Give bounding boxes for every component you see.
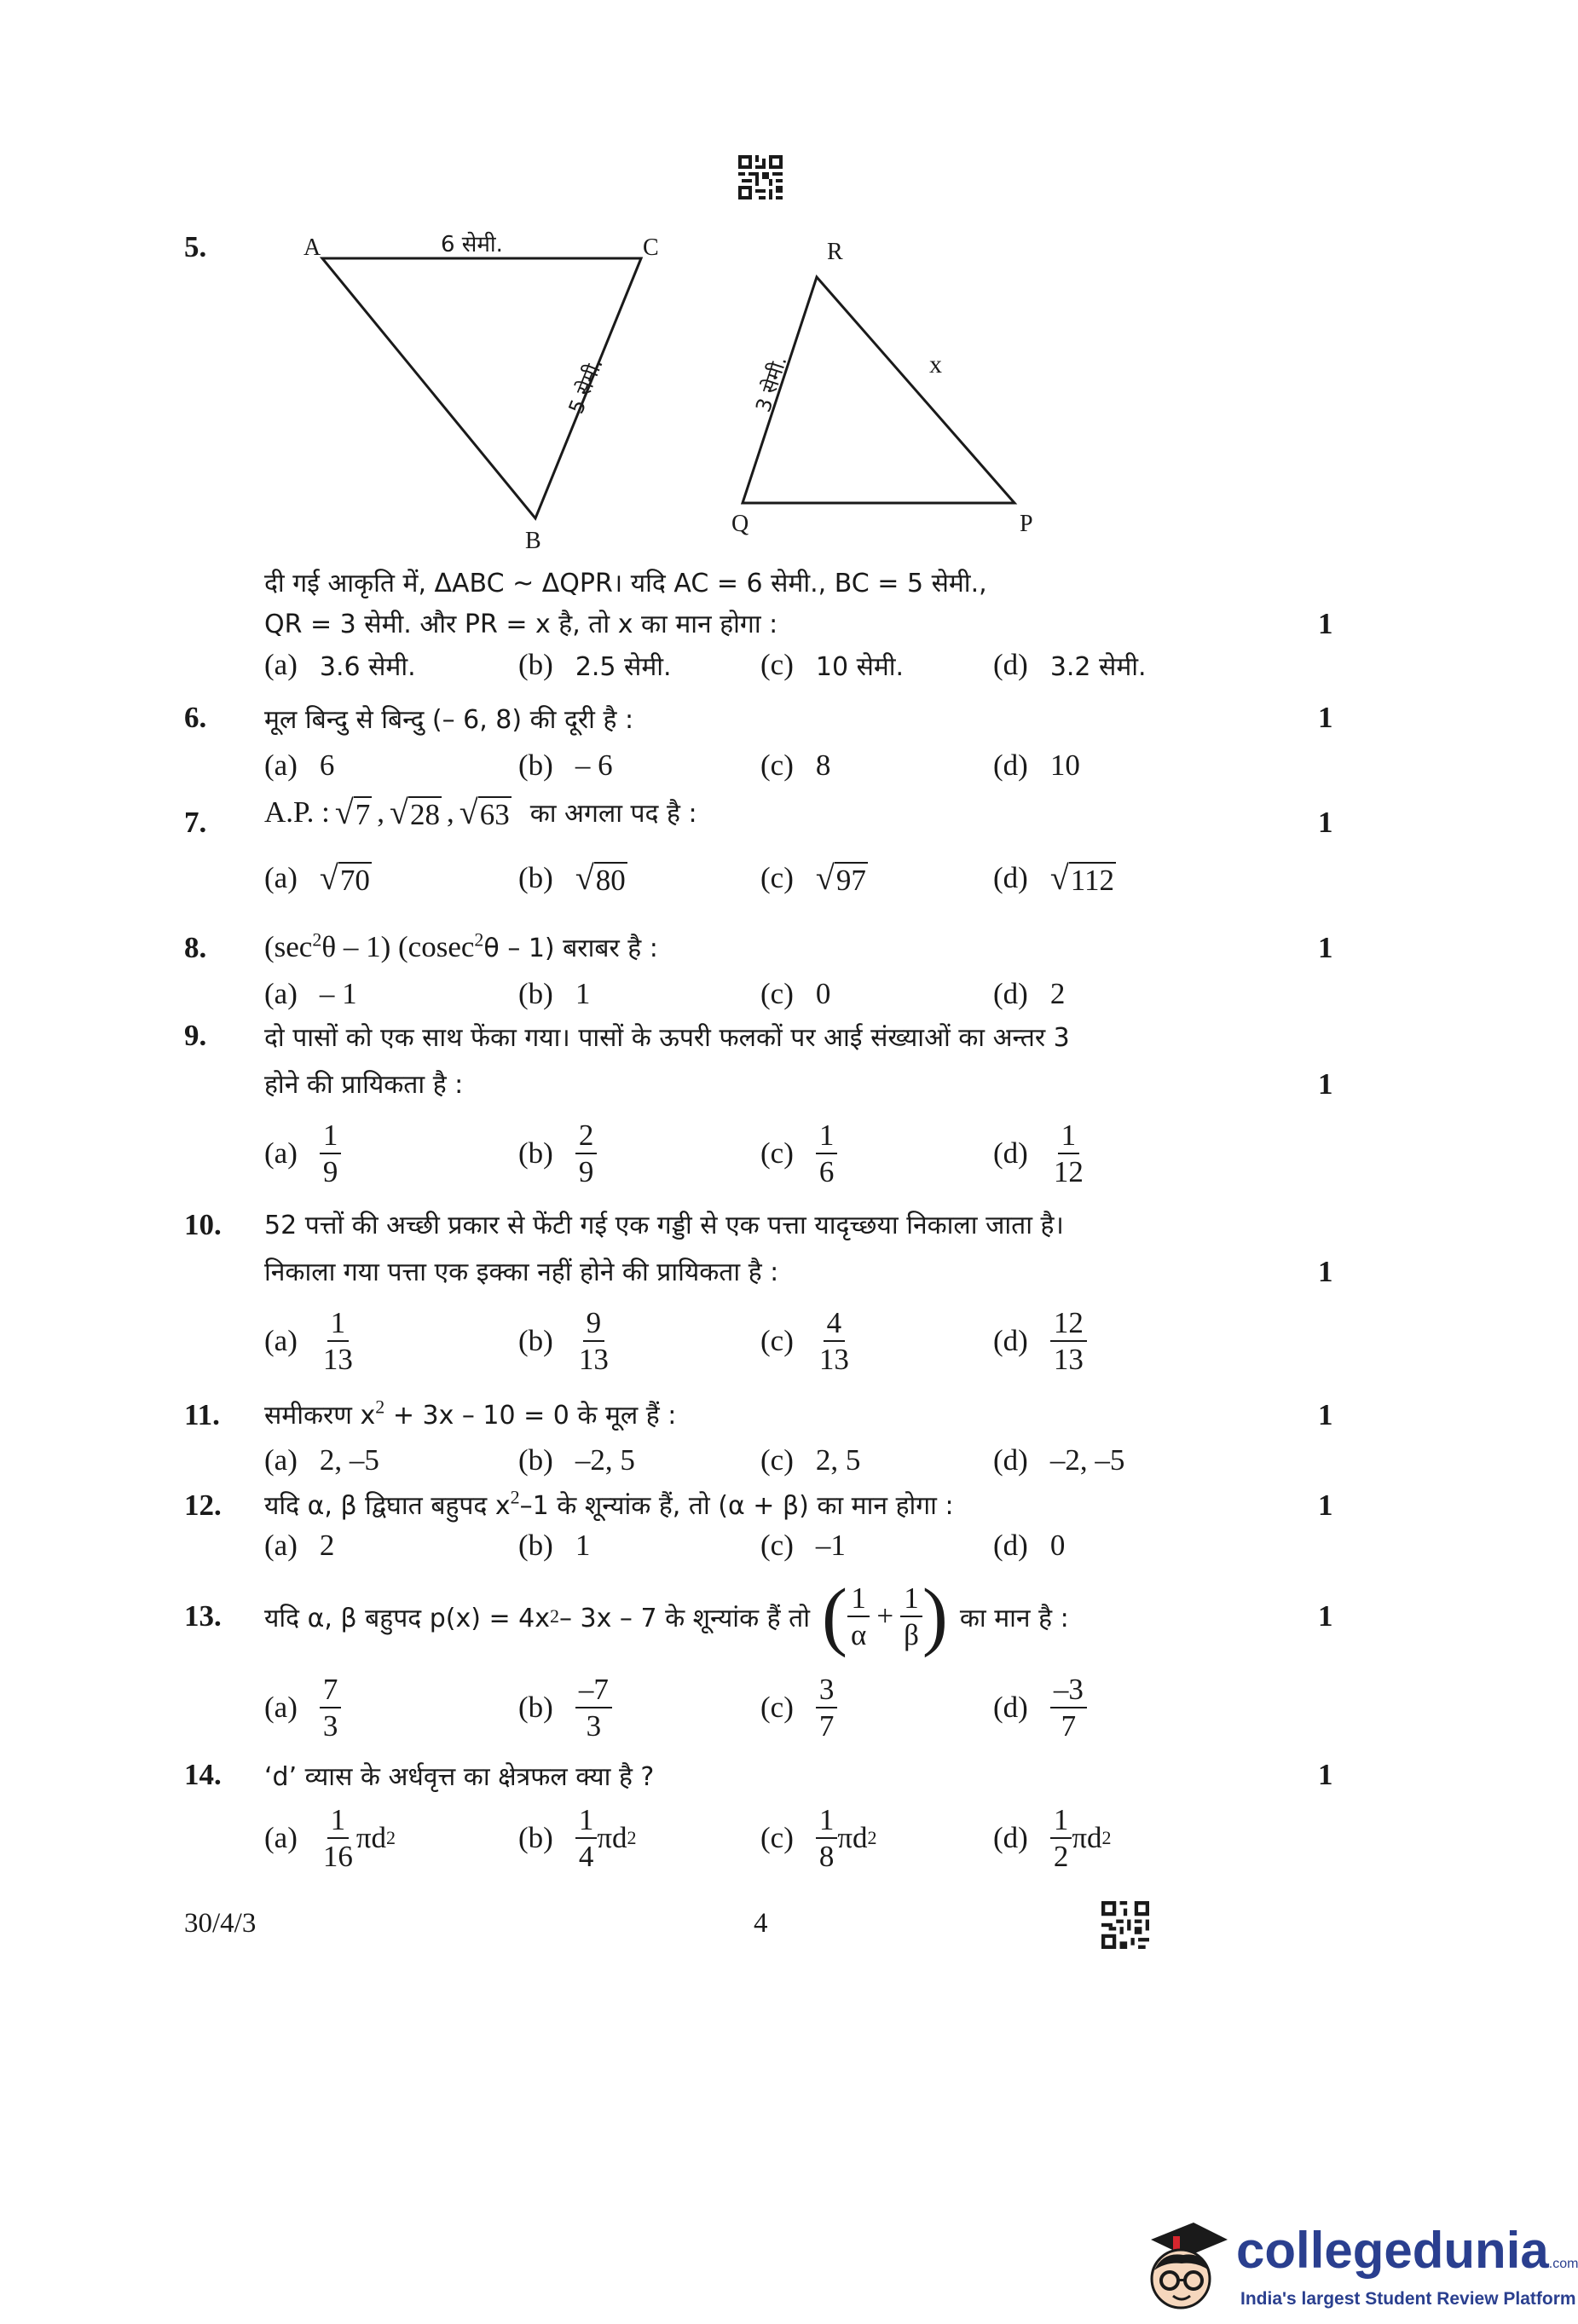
fraction: $\frac{4}{13}$: [818, 1305, 849, 1376]
option-c: [760, 731, 830, 800]
option-d: [993, 1667, 1087, 1748]
fraction: $\frac{1}{\alpha}$: [847, 1583, 870, 1650]
fraction: $\frac{1}{16}$: [322, 1802, 353, 1873]
question-number: 11.: [184, 1398, 220, 1431]
side-bc-label: 5 सेमी.: [564, 355, 608, 418]
option-d: [993, 1514, 1065, 1577]
option-label: (c): [760, 1820, 794, 1854]
option-b: (b) $\frac{1}{4}$ πd 2: [518, 1802, 637, 1873]
marks: 1: [1318, 1758, 1333, 1791]
option-label: (d): [993, 1690, 1028, 1724]
option-label: (a): [264, 749, 298, 782]
option-d: (d) √ 112: [993, 858, 1114, 897]
fraction: $\frac{1}{6}$: [816, 1120, 838, 1187]
options-row: [264, 1113, 1330, 1194]
question-text: 52 पत्तों की अच्छी प्रकार से फेंटी गई एक गड्डी से एक पत्ता यादृच्छया निकाला जाता है।: [264, 1211, 1064, 1240]
option-b: [518, 1429, 635, 1492]
option-value: 1: [575, 977, 591, 1010]
option-label: (b): [518, 977, 553, 1010]
fraction: $\frac{12}{13}$: [1050, 1308, 1087, 1374]
option-label: (b): [518, 1136, 553, 1170]
triangle-qpr: [731, 239, 1033, 537]
fraction: $\frac{1}{\beta}$: [900, 1583, 922, 1650]
question-number: 14.: [184, 1758, 222, 1791]
options-row: [264, 844, 1330, 912]
option-label: (a): [264, 1529, 298, 1562]
marks: 1: [1318, 1067, 1333, 1101]
option-label: (d): [993, 749, 1028, 782]
marks: 1: [1318, 701, 1333, 734]
side-pr-label: x: [929, 350, 942, 379]
option-label: (b): [518, 1529, 553, 1562]
option-label: (a): [264, 861, 298, 894]
question-number: 7.: [184, 806, 207, 839]
option-label: (a): [264, 1443, 298, 1477]
option-label: (a): [264, 1690, 298, 1724]
option-label: (a): [264, 1323, 298, 1357]
option-b: [518, 1514, 590, 1577]
question-text: दी गई आकृति में, ΔABC ~ ΔQPR। यदि AC = 6 सेमी., BC = 5 सेमी.,: [264, 569, 987, 598]
option-d: [993, 1429, 1124, 1492]
fraction: $\frac{1}{12}$: [1053, 1118, 1084, 1188]
option-b: (b) √ 80: [518, 858, 626, 897]
option-value: – 6: [575, 749, 613, 782]
options-row: [264, 731, 1330, 800]
vertex-q-label: Q: [731, 511, 749, 537]
option-a: [264, 1300, 356, 1381]
side-qr-label: 3 सेमी.: [751, 353, 792, 415]
option-d: [993, 1113, 1087, 1194]
question-number: 10.: [184, 1208, 222, 1241]
marks: 1: [1318, 806, 1333, 839]
question-text: यदि α, β बहुपद p(x) = 4x 2 – 3x – 7 के शून्यांक हैं तो ( $\frac{1}{\alpha}$ + $\frac{1}{\beta}$ ) का मान है :: [264, 1574, 1069, 1658]
page-number: 4: [754, 1908, 768, 1939]
option-label: (d): [993, 1443, 1028, 1477]
option-label: (d): [993, 648, 1028, 681]
question-number: 12.: [184, 1489, 222, 1522]
fraction: $\frac{2}{9}$: [575, 1120, 598, 1187]
option-label: (c): [760, 648, 794, 681]
vertex-b-label: B: [525, 528, 541, 554]
option-b: [518, 960, 590, 1028]
question-number: 8.: [184, 931, 207, 964]
question-text: ‘d’ व्यास के अर्धवृत्त का क्षेत्रफल क्या है ?: [264, 1762, 655, 1792]
option-value: –2, –5: [1049, 1443, 1125, 1477]
option-c: [760, 1113, 837, 1194]
options-row: [264, 1300, 1330, 1381]
option-value: 97: [835, 864, 866, 897]
option-b: [518, 731, 613, 800]
option-label: (c): [760, 749, 794, 782]
option-d: [993, 731, 1080, 800]
question-text: $(\sec^2\theta - 1)$ (cosec$^2$θ – 1) बराबर है :: [264, 928, 658, 963]
option-c: [760, 1429, 860, 1492]
option-value: 0: [1049, 1529, 1066, 1562]
marks: 1: [1318, 1599, 1333, 1633]
similar-triangles-figure: [281, 217, 1049, 558]
triangle-abc: [303, 231, 659, 554]
option-label: (d): [993, 1529, 1028, 1562]
option-label: (b): [518, 1690, 553, 1724]
option-label: (b): [518, 648, 553, 681]
question-number: 13.: [184, 1599, 222, 1633]
vertex-a-label: A: [303, 234, 321, 261]
options-row: [264, 1429, 1330, 1492]
brand-tagline: India's largest Student Review Platform: [1240, 2289, 1576, 2309]
option-value: 3.2 सेमी.: [1049, 651, 1147, 682]
option-d: (d) $\frac{1}{2}$ πd 2: [993, 1802, 1112, 1873]
option-value: 6: [319, 749, 335, 782]
fraction: $\frac{1}{13}$: [322, 1305, 353, 1376]
option-label: (c): [760, 1136, 794, 1170]
option-label: (d): [993, 1136, 1028, 1170]
options-row: [264, 1797, 1330, 1878]
fraction: $\frac{7}{3}$: [320, 1674, 342, 1741]
option-c: [760, 1514, 846, 1577]
marks: 1: [1318, 607, 1333, 640]
option-b: [518, 631, 672, 699]
option-value: –1: [815, 1529, 846, 1562]
option-b: [518, 1300, 612, 1381]
option-value: 80: [595, 864, 626, 897]
option-a: [264, 1429, 379, 1492]
option-label: (c): [760, 1443, 794, 1477]
fraction: $\frac{1}{9}$: [320, 1120, 342, 1187]
brand-name: collegedunia.com: [1236, 2222, 1578, 2279]
brand-logo: [1134, 2204, 1578, 2324]
side-ac-label: 6 सेमी.: [441, 232, 503, 257]
option-a: [264, 1514, 334, 1577]
question-text: समीकरण $x^2 + 3x - 10 = 0$ के मूल हैं :: [264, 1396, 677, 1431]
option-c: [760, 1300, 853, 1381]
option-value: 2.5 सेमी.: [575, 651, 672, 682]
question-number: 9.: [184, 1019, 207, 1052]
option-label: (c): [760, 977, 794, 1010]
option-label: (a): [264, 648, 298, 681]
option-value: 2: [319, 1529, 335, 1562]
option-label: (b): [518, 1820, 553, 1854]
vertex-p-label: P: [1020, 511, 1033, 537]
option-label: (d): [993, 1323, 1028, 1357]
option-value: 2, 5: [815, 1443, 861, 1477]
question-number: 5.: [184, 230, 207, 263]
option-a: [264, 631, 416, 699]
option-c: [760, 960, 830, 1028]
fraction: $\frac{-7}{3}$: [575, 1674, 612, 1741]
option-label: (c): [760, 1690, 794, 1724]
option-value: 0: [815, 977, 831, 1010]
option-value: 1: [575, 1529, 591, 1562]
option-a: [264, 1667, 341, 1748]
option-c: [760, 1667, 837, 1748]
option-label: (c): [760, 1323, 794, 1357]
option-value: –2, 5: [575, 1443, 635, 1477]
option-label: (b): [518, 1323, 553, 1357]
question-text: निकाला गया पत्ता एक इक्का नहीं होने की प्रायिकता है :: [264, 1257, 779, 1287]
option-b: [518, 1113, 597, 1194]
option-value: 10: [1049, 749, 1080, 782]
option-a: [264, 1113, 341, 1194]
option-label: (a): [264, 977, 298, 1010]
fraction: $\frac{1}{2}$: [1050, 1805, 1072, 1871]
option-label: (a): [264, 1136, 298, 1170]
question-text: होने की प्रायिकता है :: [264, 1070, 464, 1100]
options-row: [264, 1514, 1330, 1577]
option-c: [760, 631, 904, 699]
option-value: 112: [1070, 864, 1114, 897]
option-c: (c) $\frac{1}{8}$ πd 2: [760, 1802, 877, 1873]
option-label: (a): [264, 1820, 298, 1854]
sqrt-term: √ 7: [334, 793, 371, 831]
sqrt-term: √ 28: [390, 793, 440, 831]
fraction: $\frac{3}{7}$: [816, 1674, 838, 1741]
option-value: 10 सेमी.: [815, 651, 905, 682]
question-number: 6.: [184, 701, 207, 734]
option-a: (a) $\frac{1}{16}$ πd 2: [264, 1802, 396, 1873]
option-label: (b): [518, 861, 553, 894]
option-label: (c): [760, 1529, 794, 1562]
option-label: (b): [518, 1443, 553, 1477]
qr-code-icon: [738, 155, 783, 199]
options-row: [264, 960, 1330, 1028]
option-a: [264, 731, 334, 800]
question-text: QR = 3 सेमी. और PR = x है, तो x का मान होगा :: [264, 610, 778, 639]
option-value: 2: [1049, 977, 1066, 1010]
options-row: [264, 631, 1330, 699]
option-label: (d): [993, 861, 1028, 894]
option-d: [993, 631, 1147, 699]
vertex-r-label: R: [827, 239, 843, 265]
option-value: 3.6 सेमी.: [319, 651, 416, 682]
fraction: $\frac{1}{4}$: [575, 1805, 598, 1871]
vertex-c-label: C: [643, 234, 659, 261]
option-value: 8: [815, 749, 831, 782]
option-label: (d): [993, 1820, 1028, 1854]
paren-close: ): [922, 1574, 948, 1658]
option-value: 70: [339, 864, 370, 897]
options-row: [264, 1667, 1330, 1748]
option-a: [264, 960, 357, 1028]
qr-code-icon: [1101, 1901, 1149, 1949]
marks: 1: [1318, 1255, 1333, 1288]
question-text: यदि α, β द्विघात बहुपद $x^2-1$ के शून्यांक हैं, तो (α + β) का मान होगा :: [264, 1486, 954, 1521]
option-d: [993, 1300, 1087, 1381]
ap-prefix: A.P. :: [264, 795, 330, 829]
fraction: $\frac{-3}{7}$: [1050, 1674, 1087, 1741]
marks: 1: [1318, 931, 1333, 964]
option-c: (c) √ 97: [760, 858, 866, 897]
question-text: मूल बिन्दु से बिन्दु (– 6, 8) की दूरी है :: [264, 705, 634, 735]
option-a: (a) √ 70: [264, 858, 370, 897]
question-suffix: का अगला पद है :: [529, 799, 697, 829]
question-text: दो पासों को एक साथ फेंका गया। पासों के ऊपरी फलकों पर आई संख्याओं का अन्तर 3: [264, 1023, 1070, 1053]
question-text: A.P. : √ 7 , √ 28 , √ 63 का अगला पद है :: [264, 793, 697, 831]
option-b: [518, 1667, 612, 1748]
sqrt-term: √ 63: [459, 793, 510, 831]
option-d: [993, 960, 1065, 1028]
option-value: 2, –5: [319, 1443, 379, 1477]
fraction: $\frac{9}{13}$: [578, 1305, 609, 1376]
paren-open: (: [821, 1574, 847, 1658]
option-value: – 1: [319, 977, 357, 1010]
marks: 1: [1318, 1489, 1333, 1522]
paper-code: 30/4/3: [184, 1908, 257, 1939]
marks: 1: [1318, 1398, 1333, 1431]
option-label: (c): [760, 861, 794, 894]
fraction: $\frac{1}{8}$: [816, 1805, 838, 1871]
option-label: (b): [518, 749, 553, 782]
option-label: (d): [993, 977, 1028, 1010]
mascot-icon: [1134, 2211, 1232, 2321]
